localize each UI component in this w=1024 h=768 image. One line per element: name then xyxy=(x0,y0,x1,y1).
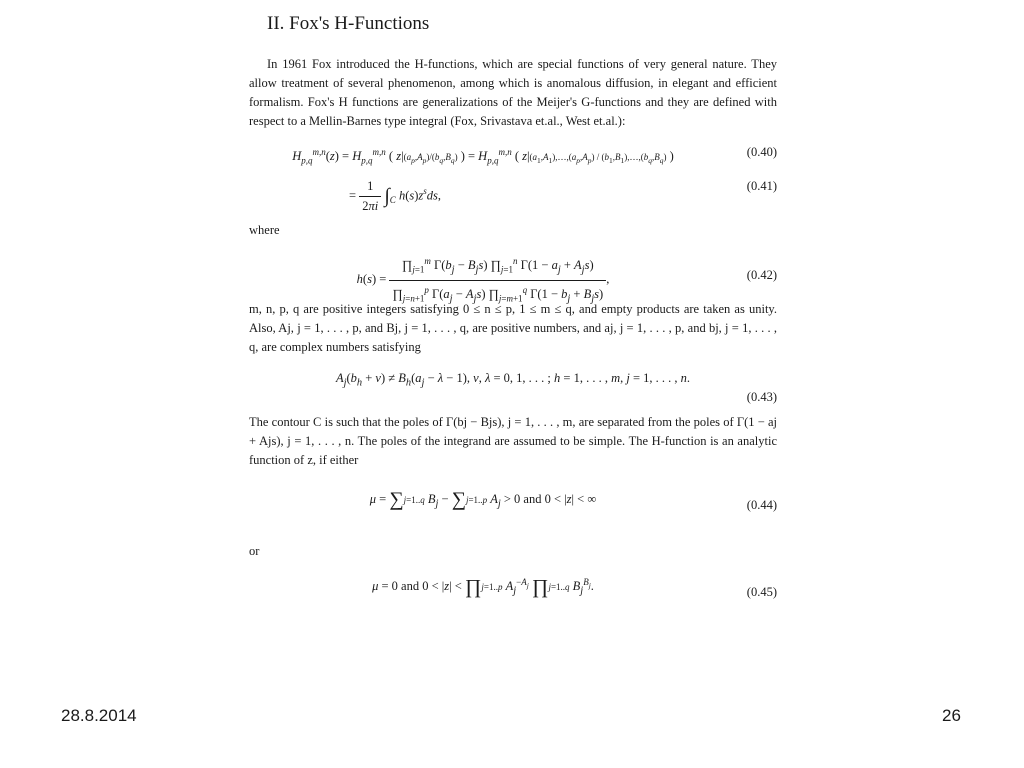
equation-045: μ = 0 and 0 < |z| < ∏j=1..p $A_j^{-A_j}$ ∏j=1..q $B_j^{B_j}$. (0.45) xyxy=(249,573,777,623)
equation-number: (0.43) xyxy=(746,390,777,404)
slide-page xyxy=(249,10,777,623)
conditions-paragraph: m, n, p, q are positive integers satisfying 0 ≤ n ≤ p, 1 ≤ m ≤ q, and empty products are taken as unity. Also, Aj, j = 1, . . . , p, and Bj, j = 1, . . . , q, are positive numbers, and aj, j = 1, . . . , p, and bj, j = 1, . . . , q, are complex numbers satisfying xyxy=(249,302,777,354)
equation-number: (0.45) xyxy=(746,585,777,599)
equation-041: = $\frac{1}{2\pi i}$ $\int_C$ $h(s)z^sds$, (0.41) xyxy=(349,179,777,213)
where-label: where xyxy=(249,223,280,237)
or-label: or xyxy=(249,544,260,558)
contour-paragraph: The contour C is such that the poles of Γ(bj − Bjs), j = 1, . . . , m, are separated from the poles of Γ(1 − aj + Ajs), j = 1, . . . , n. The poles of the integrand are assumed to be simple. The H-function is an analytic function of z, if either xyxy=(249,415,777,467)
intro-paragraph: In 1961 Fox introduced the H-functions, which are special functions of very general nature. They allow treatment of several phenomenon, among which is anomalous diffusion, in elegant and efficient formalism. Fox's H functions are generalizations of the Meijer's G-functions and they are defined with respect to a Mellin-Barnes type integral (Fox, Srivastava et.al., West et.al.): xyxy=(249,57,777,128)
equation-number: (0.42) xyxy=(746,268,777,282)
equation-number: (0.41) xyxy=(746,179,777,193)
equation-040: $H_{p,q}^{m,n}(z) = H_{p,q}^{m,n}$ ( $z|(a_p,A_p)/(b_q,B_q)$ ) = $H_{p,q}^{m,n}$ ( $z|(a_1,A_1),\dots,(a_p,A_p)$ / $(b_1,B_1),\dots,(b_q,B_q)$ ) (0.40) xyxy=(292,145,777,166)
page-title: II. Fox's H-Functions xyxy=(267,13,430,34)
equation-044: μ = ∑j=1..q $B_j - \sum j=1..p$ $A_j > 0$ and 0 < |z| < ∞ (0.44) xyxy=(249,482,777,542)
equation-043: $A_j(b_h + \nu) \ne B_h(a_j - \lambda - 1)$, ν, λ = 0, 1, . . . ; h = 1, . . . , m, j = 1, . . . , n. (0.43) xyxy=(249,369,777,413)
equation-number: (0.40) xyxy=(746,145,777,159)
equation-042: h(s) = $\frac{\prod_{j=1}^m \Gamma(b_j - B_js) \prod_{j=1}^n \Gamma(1 - a_j + A_js)}{\prod_{j=n+1}^p \Gamma(a_j - A_js) \prod_{j=m+1}^q \Gamma(1 - b_j + B_js)}$ , (0.42) xyxy=(249,252,777,300)
equation-number: (0.44) xyxy=(746,498,777,512)
footer-page-number: 26 xyxy=(942,706,961,725)
footer-date: 28.8.2014 xyxy=(61,706,137,725)
